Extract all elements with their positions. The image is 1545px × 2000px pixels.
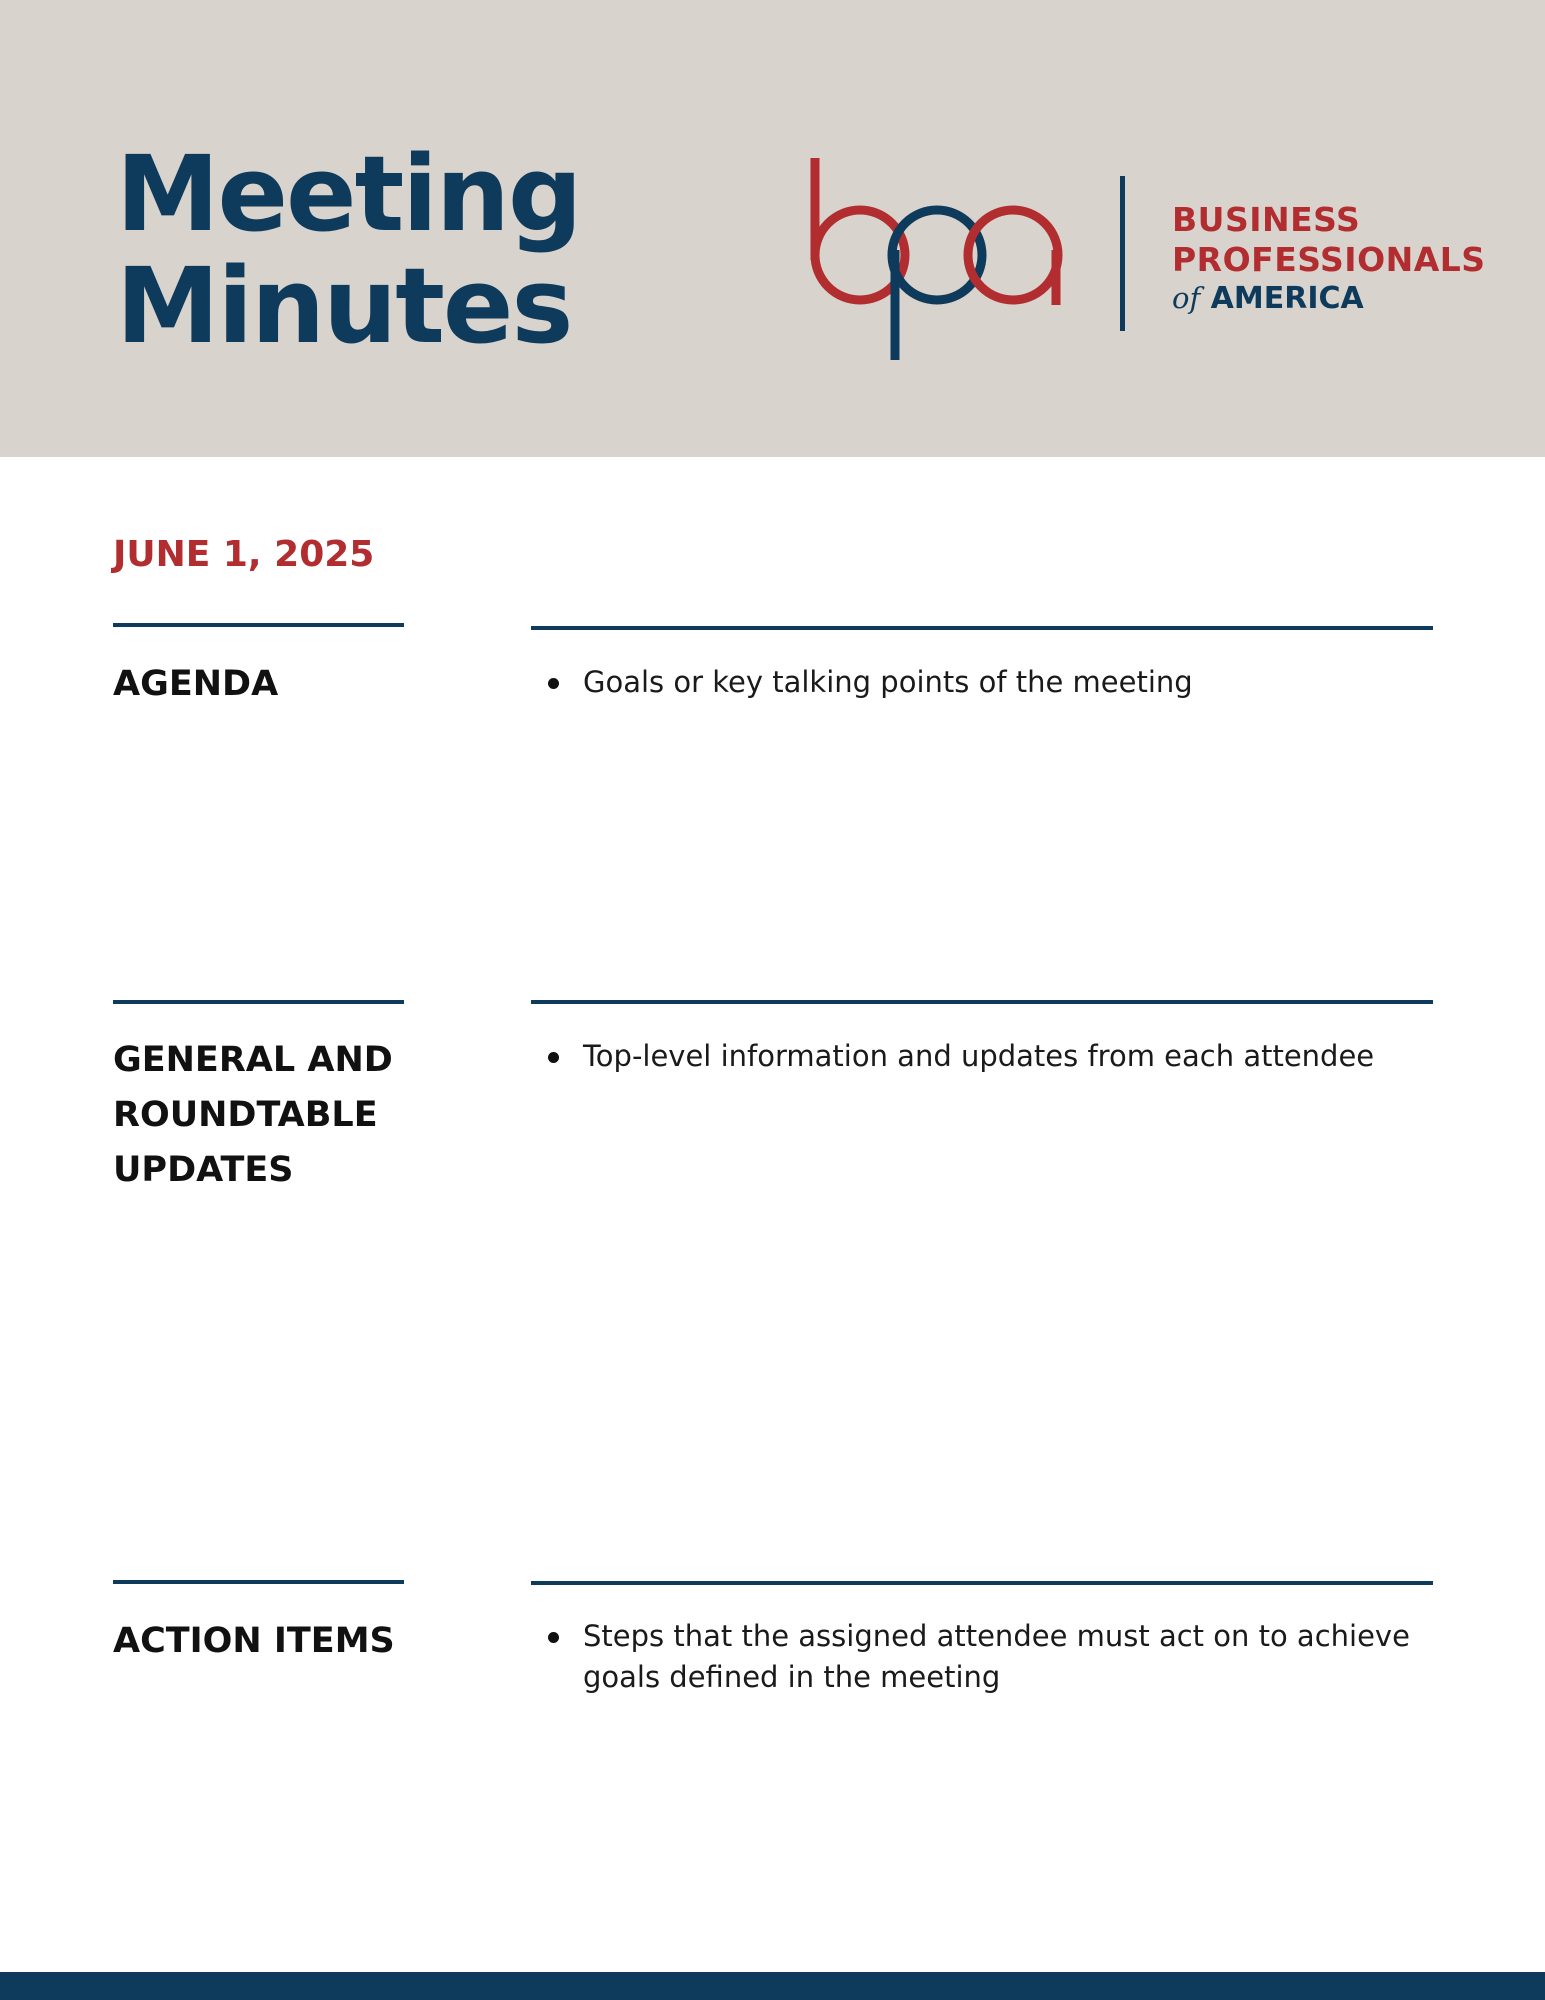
footer-bar	[0, 1972, 1545, 2000]
general-updates-bullet-list	[545, 1036, 1425, 1077]
bullet-text: Top-level information and updates from each attendee	[583, 1039, 1375, 1073]
title-line-2: Minutes	[116, 245, 572, 367]
page-title	[116, 133, 581, 367]
logo-line-professionals: PROFESSIONALS	[1172, 240, 1486, 279]
section-label-action-items: ACTION ITEMS	[113, 1621, 395, 1661]
meeting-date: JUNE 1, 2025	[113, 534, 375, 575]
section-label-agenda: AGENDA	[113, 664, 279, 704]
logo-of: of	[1172, 281, 1201, 315]
section-label-general-updates	[113, 1033, 413, 1198]
bullet-text: Steps that the assigned attendee must act on to achieve goals defined in the meeting	[583, 1619, 1410, 1694]
header-banner	[0, 0, 1545, 457]
logo-divider	[1120, 176, 1125, 331]
section-divider-right	[531, 1581, 1433, 1585]
logo-america: AMERICA	[1210, 281, 1364, 316]
list-item	[545, 1616, 1425, 1698]
section-divider-right	[531, 626, 1433, 630]
logo-wordmark	[1172, 200, 1486, 317]
logo-line-america	[1172, 280, 1486, 317]
list-item	[545, 1036, 1425, 1077]
label-line: ROUNDTABLE	[113, 1095, 378, 1135]
bullet-dot-icon	[548, 1052, 559, 1063]
bullet-dot-icon	[548, 678, 559, 689]
bpa-logo-mark	[810, 150, 1080, 365]
section-divider-left	[113, 623, 404, 627]
bullet-dot-icon	[548, 1632, 559, 1643]
logo-line-business: BUSINESS	[1172, 200, 1361, 239]
list-item	[545, 662, 1425, 703]
label-line: GENERAL AND	[113, 1040, 393, 1080]
action-items-bullet-list	[545, 1616, 1425, 1698]
agenda-bullet-list	[545, 662, 1425, 703]
label-line: UPDATES	[113, 1150, 294, 1190]
bullet-text: Goals or key talking points of the meeting	[583, 665, 1193, 699]
bpa-logo	[810, 150, 1495, 370]
section-divider-left	[113, 1580, 404, 1584]
section-divider-right	[531, 1000, 1433, 1004]
section-divider-left	[113, 1000, 404, 1004]
title-line-1: Meeting	[116, 133, 581, 255]
